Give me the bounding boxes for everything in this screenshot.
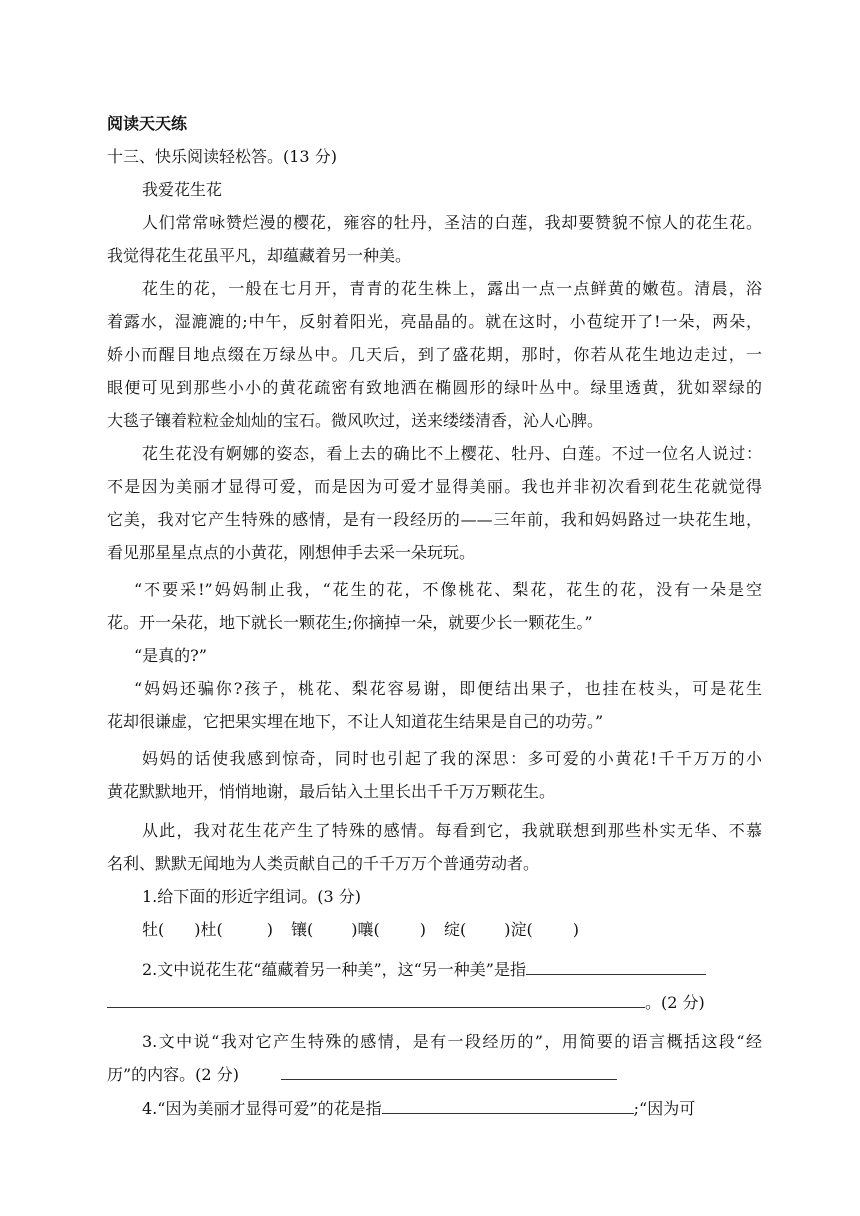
question-header: 十三、快乐阅读轻松答。(13 分) — [107, 147, 337, 166]
question-3-line-2 — [107, 1058, 762, 1091]
q1-close-3: ) — [572, 920, 579, 939]
question-2-answer-blank-1[interactable] — [526, 956, 706, 975]
article-paragraph-3-line-2: 不是因为美丽才显得可爱，而是因为可爱才显得美丽。我也并非初次看到花生花就觉得 — [107, 477, 762, 496]
question-1-prompt: 1.给下面的形近字组词。(3 分) — [142, 887, 362, 906]
article-paragraph-2-line-1: 花生的花，一般在七月开，青青的花生株上，露出一点一点鲜黄的嫩苞。清晨，浴 — [142, 279, 762, 298]
article-paragraph-2-line-5: 大毯子镶着粒粒金灿灿的宝石。微风吹过，送来缕缕清香，沁人心脾。 — [107, 411, 604, 430]
question-2-score: 。(2 分) — [645, 993, 705, 1012]
question-4-line-1 — [142, 1092, 762, 1125]
article-paragraph-1-line-1: 人们常常咏赞烂漫的樱花，雍容的牡丹，圣洁的白莲，我却要赞貌不惊人的花生花。 — [142, 213, 762, 232]
q1-close-1: ) — [266, 920, 273, 939]
article-paragraph-7-line-2: 黄花默默地开，悄悄地谢，最后钻入土里长出千千万万颗花生。 — [107, 782, 556, 801]
question-3-line-1: 3.文中说“我对它产生特殊的感情，是有一段经历的”，用简要的语言概括这段“经 — [142, 1032, 762, 1051]
question-1-char-row — [142, 913, 762, 946]
question-2-line-2 — [107, 986, 762, 1019]
q1-char-dian: )淀( — [504, 920, 533, 939]
article-paragraph-8-line-2: 名利、默默无闻地为人类贡献自己的千千万万个普通劳动者。 — [107, 854, 540, 873]
q1-char-du: )杜( — [194, 920, 223, 939]
q1-close-2: ) — [419, 920, 426, 939]
article-paragraph-3-line-1: 花生花没有婀娜的姿态，看上去的确比不上樱花、牡丹、白莲。不过一位名人说过： — [142, 444, 762, 463]
question-2-prompt: 2.文中说花生花“蕴藏着另一种美”，这“另一种美”是指 — [142, 960, 526, 979]
article-paragraph-2-line-3: 娇小而醒目地点缀在万绿丛中。几天后，到了盛花期，那时，你若从花生地边走过，一 — [107, 345, 762, 364]
question-3-answer-blank[interactable] — [281, 1061, 617, 1080]
question-4-prompt: 4.“因为美丽才显得可爱”的花是指 — [142, 1099, 382, 1118]
section-heading: 阅读天天练 — [107, 114, 188, 133]
article-paragraph-2-line-2: 着露水，湿漉漉的;中午，反射着阳光，亮晶晶的。就在这时，小苞绽开了!一朵，两朵， — [107, 312, 762, 331]
q1-char-zhan: 绽( — [444, 920, 467, 939]
article-paragraph-3-line-3: 它美，我对它产生特殊的感情，是有一段经历的——三年前，我和妈妈路过一块花生地， — [107, 510, 762, 529]
question-3-prompt-end: 历”的内容。(2 分) — [107, 1065, 239, 1084]
article-paragraph-3-line-4: 看见那星星点点的小黄花，刚想伸手去采一朵玩玩。 — [107, 543, 476, 562]
q1-char-rang: )嚷( — [351, 920, 380, 939]
article-paragraph-6-line-1: “妈妈还骗你?孩子，桃花、梨花容易谢，即便结出果子，也挂在枝头，可是花生 — [134, 679, 762, 698]
article-paragraph-1-line-2: 我觉得花生花虽平凡，却蕴藏着另一种美。 — [107, 246, 412, 265]
article-paragraph-8-line-1: 从此，我对花生花产生了特殊的感情。每看到它，我就联想到那些朴实无华、不慕 — [142, 821, 762, 840]
article-paragraph-2-line-4: 眼便可见到那些小小的黄花疏密有致地洒在椭圆形的绿叶丛中。绿里透黄，犹如翠绿的 — [107, 378, 762, 397]
q1-char-xiang: 镶( — [291, 920, 314, 939]
question-2-line-1 — [142, 953, 762, 986]
article-paragraph-6-line-2: 花却很谦虚，它把果实埋在地下，不让人知道花生结果是自己的功劳。” — [107, 712, 604, 731]
article-title: 我爱花生花 — [142, 180, 223, 199]
article-paragraph-7-line-1: 妈妈的话使我感到惊奇，同时也引起了我的深思：多可爱的小黄花!千千万万的小 — [142, 749, 762, 768]
question-2-answer-blank-2[interactable] — [107, 989, 645, 1008]
article-paragraph-4-line-1: “不要采!”妈妈制止我，“花生的花，不像桃花、梨花，花生的花，没有一朵是空 — [134, 580, 762, 599]
article-paragraph-5: “是真的?” — [134, 646, 207, 665]
article-paragraph-4-line-2: 花。开一朵花，地下就长一颗花生;你摘掉一朵，就要少长一颗花生。” — [107, 613, 593, 632]
question-4-prompt-cont: ;“因为可 — [633, 1099, 696, 1118]
q1-char-mu: 牡( — [142, 920, 165, 939]
question-4-answer-blank[interactable] — [382, 1095, 634, 1114]
